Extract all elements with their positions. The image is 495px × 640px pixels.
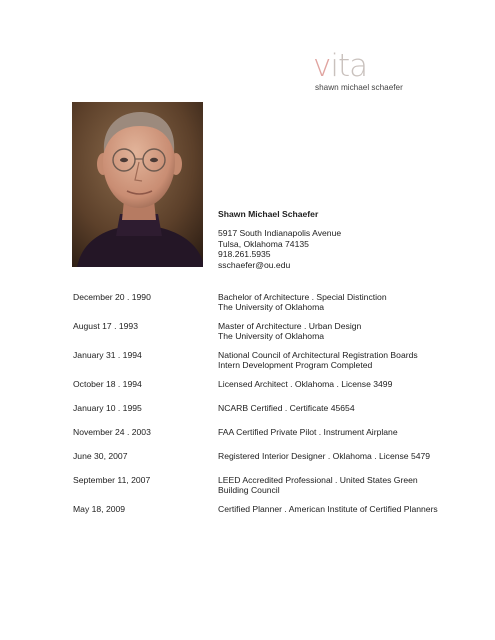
address-line-1: 5917 South Indianapolis Avenue: [218, 228, 342, 239]
timeline-row: [73, 379, 433, 403]
timeline-description: [218, 292, 433, 313]
timeline-desc-line: The University of Oklahoma: [218, 302, 325, 313]
timeline-description: [218, 504, 438, 514]
timeline-desc-line: Bachelor of Architecture . Special Distinction: [218, 292, 387, 302]
timeline-date: December 20 . 1990: [73, 292, 151, 302]
logo-wordmark: [313, 46, 367, 86]
timeline-date: June 30, 2007: [73, 451, 128, 461]
timeline-desc-line: Registered Interior Designer . Oklahoma . License 5479: [218, 451, 431, 461]
timeline-date: January 10 . 1995: [73, 403, 142, 413]
timeline-desc-line: Intern Development Program Completed: [218, 360, 373, 371]
timeline-desc-line: Certified Planner . American Institute of Certified Planners: [218, 504, 438, 514]
timeline-date: January 31 . 1994: [73, 350, 142, 360]
logo-letter-v: v: [313, 48, 331, 84]
timeline-row: [73, 292, 433, 321]
timeline-row: [73, 475, 433, 504]
timeline-desc-line: Master of Architecture . Urban Design: [218, 321, 362, 331]
timeline-date: October 18 . 1994: [73, 379, 142, 389]
timeline-row: [73, 451, 433, 475]
timeline-desc-line: The University of Oklahoma: [218, 331, 325, 342]
timeline-description: [218, 350, 433, 371]
vita-logo: [313, 48, 433, 96]
timeline-description: [218, 321, 433, 342]
timeline-desc-line: Licensed Architect . Oklahoma . License 3499: [218, 379, 393, 389]
timeline-description: [218, 475, 433, 496]
contact-block: [218, 209, 341, 270]
address-line-2: Tulsa, Oklahoma 74135: [218, 238, 309, 249]
timeline-row: [73, 321, 433, 350]
phone-number: 918.261.5935: [218, 249, 271, 260]
timeline-description: [218, 427, 433, 437]
timeline-row: [73, 427, 433, 451]
email-address[interactable]: sschaefer@ou.edu: [218, 259, 291, 270]
logo-letters-ita: ita: [330, 48, 368, 84]
timeline-desc-line: National Council of Architectural Registration Boards: [218, 350, 418, 360]
timeline-row: [73, 403, 433, 427]
timeline-date: September 11, 2007: [73, 475, 151, 485]
timeline-row: [73, 350, 433, 379]
credentials-timeline: [73, 292, 438, 518]
timeline-desc-line: FAA Certified Private Pilot . Instrument Airplane: [218, 427, 398, 437]
timeline-desc-line: NCARB Certified . Certificate 45654: [218, 403, 355, 413]
full-name: Shawn Michael Schaefer: [218, 209, 319, 219]
timeline-date: May 18, 2009: [73, 504, 126, 514]
timeline-desc-line: LEED Accredited Professional . United States Green: [218, 475, 418, 485]
portrait-image: [72, 102, 203, 267]
timeline-desc-line: Building Council: [218, 485, 280, 496]
timeline-date: August 17 . 1993: [73, 321, 138, 331]
timeline-row: [73, 504, 438, 518]
timeline-description: [218, 379, 433, 389]
timeline-description: [218, 451, 433, 461]
logo-name: shawn michael schaefer: [315, 83, 403, 92]
portrait-photo: [72, 102, 203, 267]
timeline-date: November 24 . 2003: [73, 427, 151, 437]
timeline-description: [218, 403, 433, 413]
